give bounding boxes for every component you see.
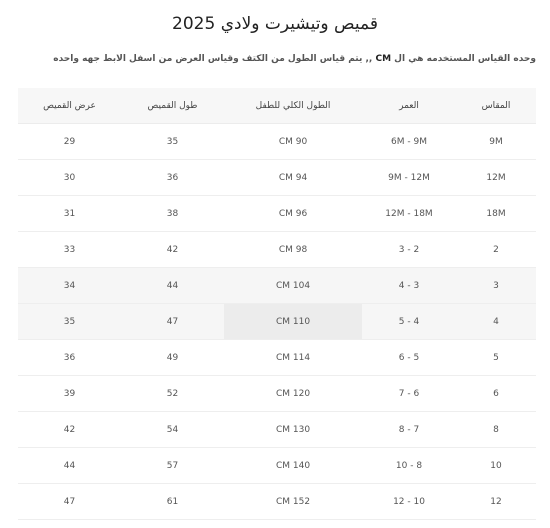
cell-size: 9M [456,124,536,160]
table-row [18,412,536,448]
cell-shirt-length: 54 [121,412,224,448]
cell-age: 6M - 9M [362,124,456,160]
cell-age: 12M - 18M [362,196,456,232]
cell-child-height: CM 90 [224,124,362,160]
cell-age: 10 - 8 [362,448,456,484]
cell-size: 10 [456,448,536,484]
cell-child-height: CM 140 [224,448,362,484]
cell-shirt-width: 47 [18,484,121,520]
cell-age: 4 - 3 [362,268,456,304]
header-child-height: الطول الكلي للطفل [224,88,362,124]
table-row [18,232,536,268]
cell-child-height: CM 114 [224,340,362,376]
cell-shirt-length: 42 [121,232,224,268]
cell-shirt-width: 29 [18,124,121,160]
cell-size: 3 [456,268,536,304]
table-row [18,304,536,340]
table-header [18,88,536,124]
page-title: قميص وتيشيرت ولادي 2025 [172,14,378,34]
table-row [18,484,536,520]
cell-size: 18M [456,196,536,232]
cell-size: 5 [456,340,536,376]
cell-shirt-width: 39 [18,376,121,412]
cell-size: 4 [456,304,536,340]
cell-shirt-width: 31 [18,196,121,232]
cell-shirt-width: 36 [18,340,121,376]
cell-size: 12 [456,484,536,520]
cell-child-height: CM 152 [224,484,362,520]
cell-shirt-length: 38 [121,196,224,232]
header-size: المقاس [456,88,536,124]
table-row [18,124,536,160]
cell-age: 6 - 5 [362,340,456,376]
header-row [18,88,536,124]
header-shirt-width: عرض القميص [18,88,121,124]
cell-age: 9M - 12M [362,160,456,196]
header-shirt-length: طول القميص [121,88,224,124]
table-body [18,124,536,520]
cell-shirt-width: 34 [18,268,121,304]
cell-shirt-length: 57 [121,448,224,484]
note-text-rest: ,, يتم قياس الطول من الكتف وقياس العرض من اسفل الابط جهه واحده [53,54,376,64]
cell-shirt-length: 52 [121,376,224,412]
cell-size: 8 [456,412,536,448]
size-chart [18,88,536,520]
cell-size: 6 [456,376,536,412]
note-unit: CM [375,54,392,64]
table-row [18,268,536,304]
cell-child-height: CM 96 [224,196,362,232]
cell-shirt-width: 33 [18,232,121,268]
size-table [18,88,536,520]
cell-shirt-length: 61 [121,484,224,520]
cell-age: 3 - 2 [362,232,456,268]
cell-age: 5 - 4 [362,304,456,340]
cell-age: 7 - 6 [362,376,456,412]
cell-child-height: CM 104 [224,268,362,304]
cell-shirt-width: 35 [18,304,121,340]
cell-shirt-width: 42 [18,412,121,448]
table-row [18,340,536,376]
table-row [18,196,536,232]
cell-age: 12 - 10 [362,484,456,520]
cell-shirt-length: 36 [121,160,224,196]
cell-shirt-width: 30 [18,160,121,196]
note-text: وحده القياس المستخدمه هي ال [394,54,536,64]
table-row [18,448,536,484]
cell-child-height: CM 130 [224,412,362,448]
cell-shirt-length: 44 [121,268,224,304]
cell-child-height: CM 120 [224,376,362,412]
cell-shirt-width: 44 [18,448,121,484]
cell-child-height: CM 94 [224,160,362,196]
cell-shirt-length: 47 [121,304,224,340]
header-age: العمر [362,88,456,124]
cell-child-height: CM 98 [224,232,362,268]
cell-shirt-length: 35 [121,124,224,160]
cell-size: 2 [456,232,536,268]
table-row [18,160,536,196]
cell-size: 12M [456,160,536,196]
cell-child-height: CM 110 [224,304,362,340]
cell-age: 8 - 7 [362,412,456,448]
measurement-note [6,54,536,64]
table-row [18,376,536,412]
cell-shirt-length: 49 [121,340,224,376]
